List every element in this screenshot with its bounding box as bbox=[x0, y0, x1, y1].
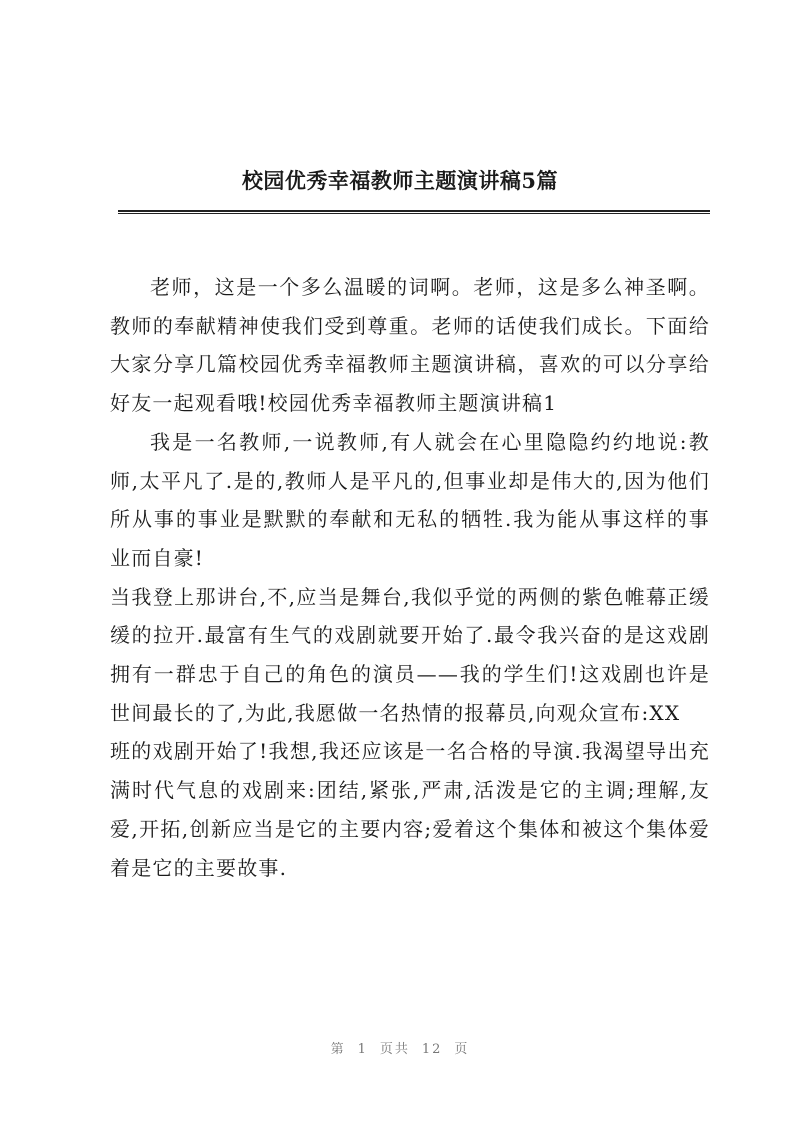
body-paragraph: 当我登上那讲台,不,应当是舞台,我似乎觉的两侧的紫色帷幕正缓缓的拉开.最富有生气的戏剧就要开始了.最令我兴奋的是这戏剧拥有一群忠于自己的角色的演员——我的学生们!这戏剧也许是世间最长的了,为此,我愿做一名热情的报幕员,向观众宣布:XX bbox=[110, 584, 710, 725]
intro-paragraph: 老师，这是一个多么温暖的词啊。老师，这是多么神圣啊。教师的奉献精神使我们受到尊重。老师的话使我们成长。下面给大家分享几篇校园优秀幸福教师主题演讲稿，喜欢的可以分享给好友一起观看哦!校园优秀幸福教师主题演讲稿1 bbox=[110, 275, 710, 416]
document-body bbox=[110, 268, 710, 887]
footer-suffix: 页 bbox=[454, 1042, 470, 1057]
body-paragraph: 班的戏剧开始了!我想,我还应该是一名合格的导演.我渴望导出充满时代气息的戏剧来:团结,紧张,严肃,活泼是它的主调;理解,友爱,开拓,创新应当是它的主要内容;爱着这个集体和被这个集体爱着是它的主要故事. bbox=[110, 739, 710, 880]
body-paragraph: 我是一名教师,一说教师,有人就会在心里隐隐约约地说:教师,太平凡了.是的,教师人是平凡的,但事业却是伟大的,因为他们所从事的事业是默默的奉献和无私的牺牲.我为能从事这样的事业而自豪! bbox=[110, 429, 710, 570]
page-title: 校园优秀幸福教师主题演讲稿5篇 bbox=[241, 168, 559, 193]
title-divider bbox=[118, 210, 710, 214]
footer-prefix: 第 bbox=[330, 1042, 346, 1057]
total-pages-number: 12 bbox=[421, 1042, 443, 1057]
page-footer bbox=[0, 1038, 800, 1057]
current-page-number: 1 bbox=[357, 1042, 368, 1057]
footer-middle: 页共 bbox=[379, 1042, 410, 1057]
